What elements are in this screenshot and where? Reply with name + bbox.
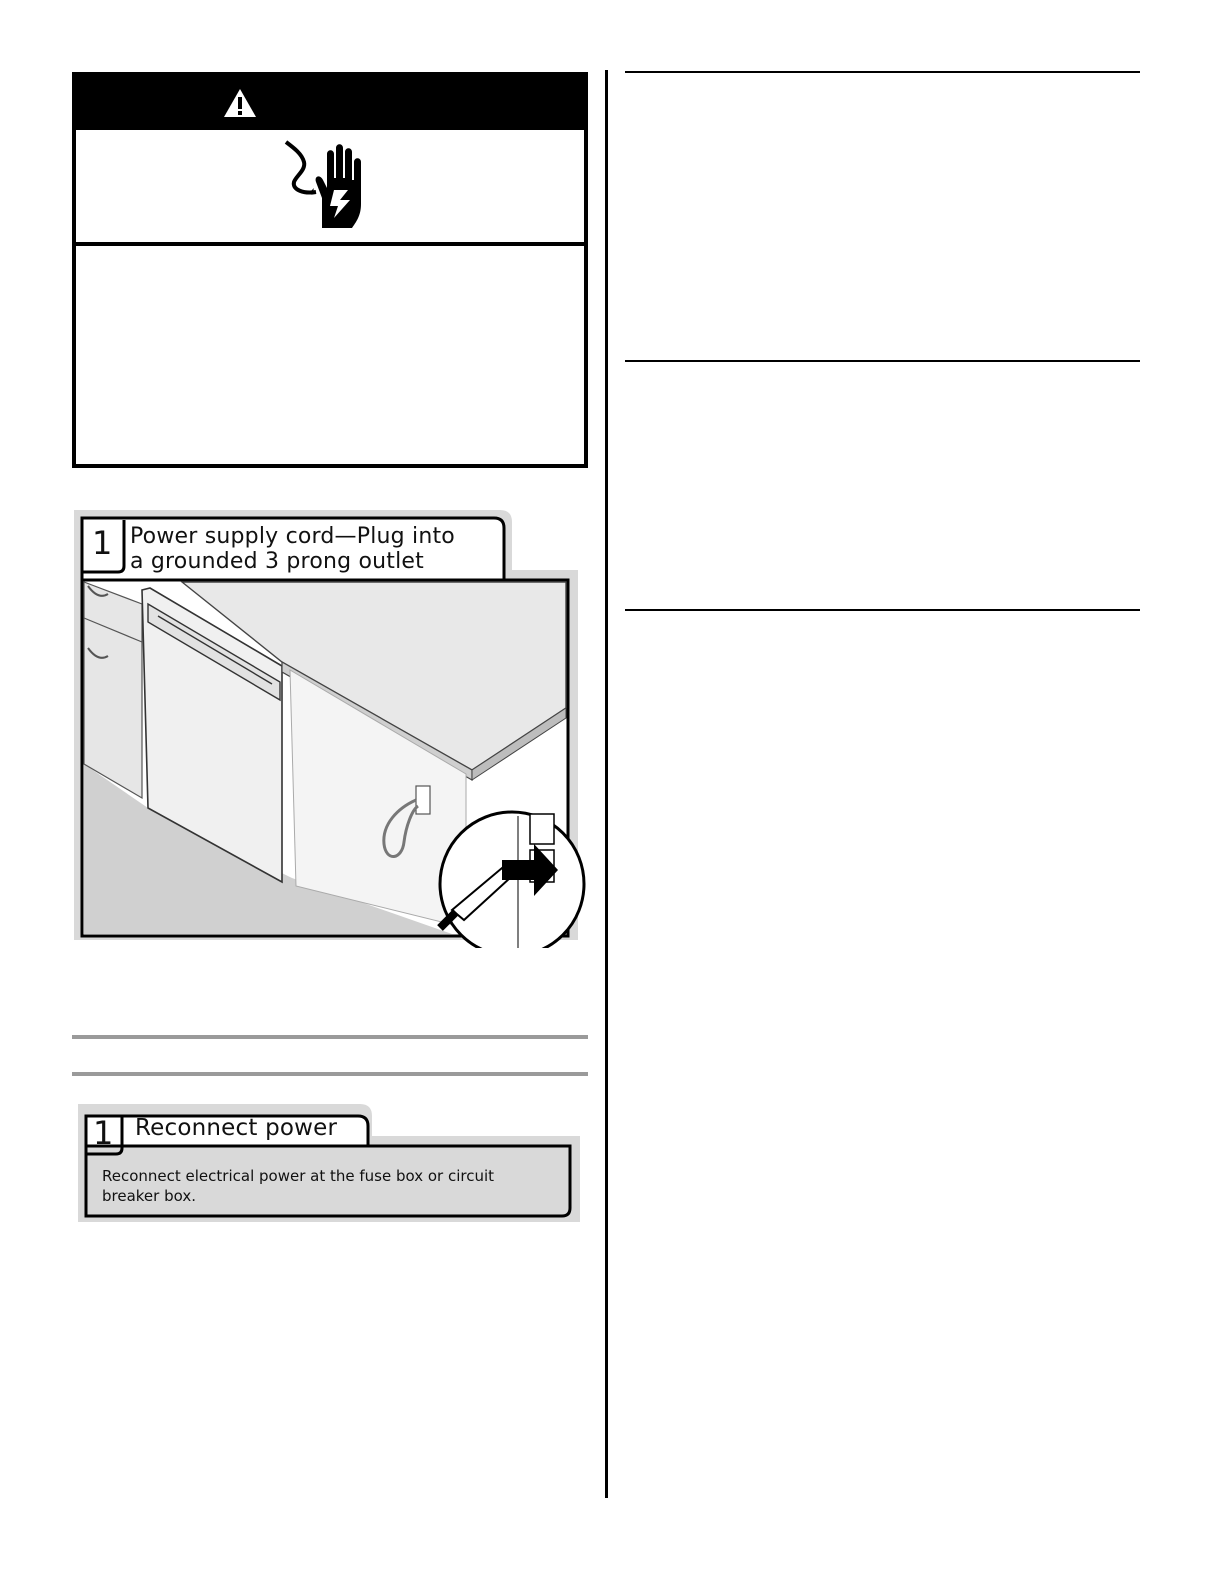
right-section-rule-3 [625,609,1140,611]
right-section-rule-1 [625,71,1140,73]
step-body-line-2: breaker box. [102,1187,196,1205]
column-divider [605,70,608,1498]
warning-box [72,72,588,468]
warning-header-bar [76,76,584,128]
step-panel-reconnect-power [76,1102,582,1224]
step-title-line-1: Power supply cord—Plug into [130,524,455,549]
section-rule-lower [72,1072,588,1076]
right-section-rule-2 [625,360,1140,362]
power-cord-illustration [72,508,588,948]
warning-triangle-icon [223,88,257,118]
step-panel-power-cord [72,508,588,948]
step-number: 1 [93,1114,114,1152]
step-title: Reconnect power [135,1115,338,1141]
step-body-line-1: Reconnect electrical power at the fuse box or circuit [102,1167,495,1185]
electrical-shock-hand-icon [280,138,370,234]
warning-header-divider [76,128,584,130]
warning-body-divider [76,242,584,246]
step-title-line-2: a grounded 3 prong outlet [130,549,424,574]
step-number: 1 [92,524,113,562]
section-rule-upper [72,1035,588,1039]
